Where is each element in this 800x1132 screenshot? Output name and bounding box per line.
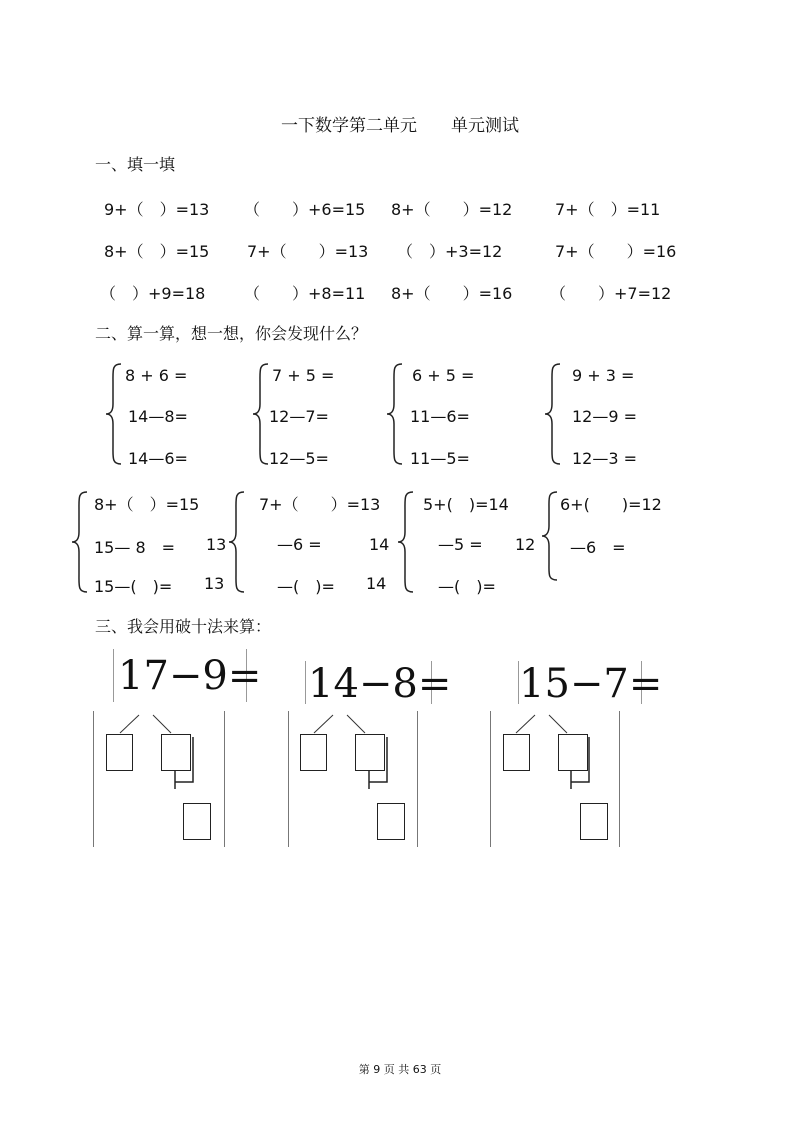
answer-box[interactable] xyxy=(183,803,211,840)
equation: 12—9 = xyxy=(572,407,638,426)
section-3-heading: 三、我会用破十法来算： xyxy=(95,617,272,636)
equation: 8+（ ）=15 xyxy=(104,242,210,261)
equation: 7+（ ）=16 xyxy=(555,242,677,261)
equation: 9 + 3 = xyxy=(572,366,635,385)
equation: —6 = xyxy=(277,535,322,554)
page-footer: 第 9 页 共 63 页 xyxy=(358,1063,442,1076)
answer-value: 14 xyxy=(366,574,387,593)
equation: 12—7= xyxy=(269,407,329,426)
brace xyxy=(227,490,247,594)
answer-value: 13 xyxy=(206,535,227,554)
equation: 11—5= xyxy=(410,449,470,468)
equation: 9+（ ）=13 xyxy=(104,200,210,219)
equation: —6 = xyxy=(570,538,626,557)
answer-value: 12 xyxy=(515,535,536,554)
equation: —( )= xyxy=(277,577,335,596)
problem-expression: 15−7= xyxy=(519,661,663,707)
equation: （ ）+3=12 xyxy=(397,242,503,261)
brace xyxy=(543,362,563,466)
answer-box[interactable] xyxy=(558,734,588,771)
equation: 8+（ ）=16 xyxy=(391,284,513,303)
problem-expression: 14−8= xyxy=(308,661,452,707)
problem-expression: 17−9= xyxy=(118,653,262,699)
equation: —( )= xyxy=(438,577,496,596)
answer-box[interactable] xyxy=(161,734,191,771)
equation: 15—( )= xyxy=(94,577,173,596)
equation: 6 + 5 = xyxy=(412,366,475,385)
answer-box[interactable] xyxy=(106,734,133,771)
brace xyxy=(251,362,271,466)
answer-box[interactable] xyxy=(377,803,405,840)
equation: 15— 8 = xyxy=(94,538,176,557)
brace xyxy=(396,490,416,594)
equation: 7 + 5 = xyxy=(272,366,335,385)
equation: 7+（ ）=13 xyxy=(247,242,369,261)
answer-box[interactable] xyxy=(300,734,327,771)
equation: 14—6= xyxy=(128,449,188,468)
answer-box[interactable] xyxy=(355,734,385,771)
section-1-heading: 一、填一填 xyxy=(95,155,176,174)
equation: （ ）+8=11 xyxy=(244,284,366,303)
section-2-heading: 二、算一算，想一想，你会发现什么？ xyxy=(95,324,368,343)
equation: 6+( )=12 xyxy=(560,495,662,514)
equation: —5 = xyxy=(438,535,483,554)
answer-box[interactable] xyxy=(503,734,530,771)
equation: 12—5= xyxy=(269,449,329,468)
equation: 7+（ ）=13 xyxy=(259,495,381,514)
answer-value: 14 xyxy=(369,535,390,554)
equation: 12—3 = xyxy=(572,449,638,468)
equation: （ ）+6=15 xyxy=(244,200,366,219)
equation: 7+（ ）=11 xyxy=(555,200,661,219)
brace xyxy=(104,362,124,466)
brace xyxy=(70,490,90,594)
equation: 5+( )=14 xyxy=(423,495,509,514)
answer-value: 13 xyxy=(204,574,225,593)
brace xyxy=(385,362,405,466)
equation: 8+（ ）=12 xyxy=(391,200,513,219)
equation: 8+（ ）=15 xyxy=(94,495,200,514)
page-title: 一下数学第二单元 单元测试 xyxy=(281,116,519,136)
equation: 8 + 6 = xyxy=(125,366,188,385)
equation: 14—8= xyxy=(128,407,188,426)
equation: （ ）+9=18 xyxy=(100,284,206,303)
equation: （ ）+7=12 xyxy=(550,284,672,303)
answer-box[interactable] xyxy=(580,803,608,840)
equation: 11—6= xyxy=(410,407,470,426)
brace xyxy=(540,490,560,582)
